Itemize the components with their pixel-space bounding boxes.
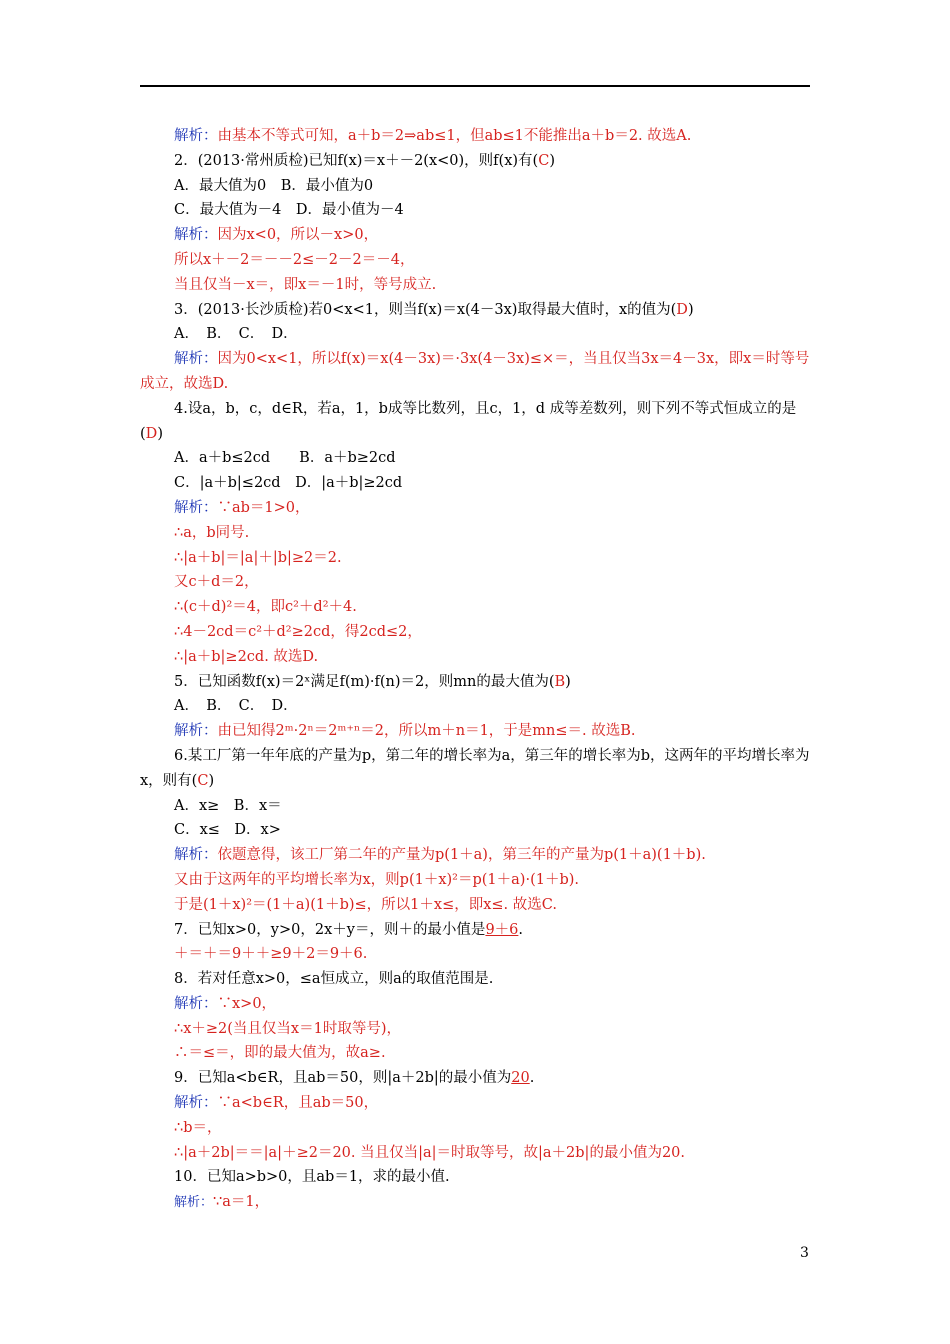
q6-solution-3: 于是(1＋x)²＝(1＋a)(1＋b)≤，所以1＋x≤，即x≤. 故选C. xyxy=(174,896,557,913)
q6-stem: 6.某工厂第一年年底的产量为p，第二年的增长率为a，第三年的增长率为b，这两年的平均增长率为x，则有(C) xyxy=(140,747,810,789)
q7-stem: 7．已知x>0，y>0，2x＋y＝，则＋的最小值是9＋6. xyxy=(174,921,523,938)
q8-solution-1: 解析：∵x>0， xyxy=(174,995,277,1012)
solution-label: 解析： xyxy=(174,128,218,144)
solution-label: 解析： xyxy=(174,723,218,740)
solution-text: 由基本不等式可知，a＋b＝2⇒ab≤1，但ab≤1不能推出a＋b＝2. 故选A. xyxy=(217,128,692,144)
q3-solution: 解析：因为0<x<1，所以f(x)＝x(4－3x)＝·3x(4－3x)≤×＝，当且仅当3x＝4－3x，即x＝时等号成立，故选D. xyxy=(140,351,810,392)
q9-solution-2: ∴b＝， xyxy=(174,1119,222,1136)
q10-stem: 10．已知a>b>0，且ab＝1，求的最小值. xyxy=(174,1169,450,1186)
q3-options: A． B． C． D． xyxy=(174,326,298,343)
answer: D xyxy=(145,425,158,442)
solution-label: 解析： xyxy=(174,499,218,516)
q6-solution-2: 又由于这两年的平均增长率为x，则p(1＋x)²＝p(1＋a)·(1＋b). xyxy=(174,871,579,888)
answer: C xyxy=(538,152,550,169)
q8-solution-3: ∴＝≤＝，即的最大值为，故a≥. xyxy=(174,1045,386,1062)
q8-solution-2: ∴x＋≥2(当且仅当x＝1时取等号)， xyxy=(174,1020,401,1037)
q4-stem: 4.设a，b，c，d∈R，若a，1，b成等比数列，且c，1，d 成等差数列，则下列不等式恒成立的是(D) xyxy=(140,400,797,442)
solution-label: 解析： xyxy=(174,227,218,244)
header-rule xyxy=(140,85,810,87)
q9-stem: 9．已知a<b∈R，且ab＝50，则|a＋2b|的最小值为20. xyxy=(174,1070,535,1087)
q5-options: A． B． C． D． xyxy=(174,698,298,715)
q6-options-2: C．x≤ D．x> xyxy=(174,822,281,839)
answer: 20 xyxy=(511,1070,530,1087)
q9-solution-3: ∴|a＋2b|＝＝|a|＋≥2＝20. 当且仅当|a|＝时取等号，故|a＋2b|的最小值为20. xyxy=(174,1144,686,1161)
q3-stem: 3．(2013·长沙质检)若0<x<1，则当f(x)＝x(4－3x)取得最大值时，x的值为(D) xyxy=(174,301,694,318)
q2-solution-1: 解析：因为x<0，所以－x>0， xyxy=(174,227,379,244)
q6-solution-1: 解析：依题意得，该工厂第二年的产量为p(1＋a)，第三年的产量为p(1＋a)(1＋b). xyxy=(174,847,706,864)
q6-options-1: A．x≥ B．x＝ xyxy=(174,797,282,814)
q5-solution: 解析：由已知得2ᵐ·2ⁿ＝2ᵐ⁺ⁿ＝2，所以m＋n＝1，于是mn≤＝. 故选B. xyxy=(174,723,636,740)
solution-label: 解析： xyxy=(174,1095,218,1112)
solution-label: 解析： xyxy=(174,847,218,864)
solution-label: 解析： xyxy=(174,351,218,368)
q2-options-2: C．最大值为－4 D．最小值为－4 xyxy=(174,202,404,219)
q5-stem: 5．已知函数f(x)＝2ˣ满足f(m)·f(n)＝2，则mn的最大值为(B) xyxy=(174,673,571,690)
q4-solution-3: ∴|a＋b|＝|a|＋|b|≥2＝2. xyxy=(174,549,342,566)
solution-label: 解析： xyxy=(174,1195,214,1211)
q4-solution-6: ∴4－2cd＝c²＋d²≥2cd，得2cd≤2， xyxy=(174,623,422,640)
q4-options-2: C．|a＋b|≤2cd D．|a＋b|≥2cd xyxy=(174,475,403,492)
q2-solution-2: 所以x＋－2＝－－2≤－2－2＝－4， xyxy=(174,251,415,268)
q4-solution-2: ∴a，b同号. xyxy=(174,524,250,541)
answer: B xyxy=(554,673,566,690)
q4-solution-7: ∴|a＋b|≥2cd. 故选D. xyxy=(174,648,319,665)
answer: D xyxy=(676,301,688,318)
q4-options-1: A．a＋b≤2cd B．a＋b≥2cd xyxy=(174,450,396,467)
q8-stem: 8．若对任意x>0，≤a恒成立，则a的取值范围是. xyxy=(174,971,494,988)
q1-solution xyxy=(140,124,812,149)
q7-solution: ＋＝＋＝9＋＋≥9＋2＝9＋6. xyxy=(174,946,368,963)
solution-label: 解析： xyxy=(174,995,218,1012)
q2-stem: 2．(2013·常州质检)已知f(x)＝x＋－2(x<0)，则f(x)有(C) xyxy=(174,152,555,169)
page-content xyxy=(140,124,812,1215)
page-number: 3 xyxy=(800,1245,809,1261)
q4-solution-4: 又c＋d＝2， xyxy=(174,574,259,591)
q4-solution-1: 解析：∵ab＝1>0， xyxy=(174,499,310,516)
q9-solution-1: 解析：∵a<b∈R，且ab＝50， xyxy=(174,1095,379,1112)
q2-options-1: A．最大值为0 B．最小值为0 xyxy=(174,177,374,194)
q4-solution-5: ∴(c＋d)²＝4，即c²＋d²＋4. xyxy=(174,599,357,616)
q2-solution-3: 当且仅当－x＝，即x＝－1时，等号成立. xyxy=(174,276,437,293)
answer: C xyxy=(197,772,209,789)
answer: 9＋6 xyxy=(485,921,519,938)
q10-solution-1: 解析：∵a＝1， xyxy=(174,1194,270,1211)
